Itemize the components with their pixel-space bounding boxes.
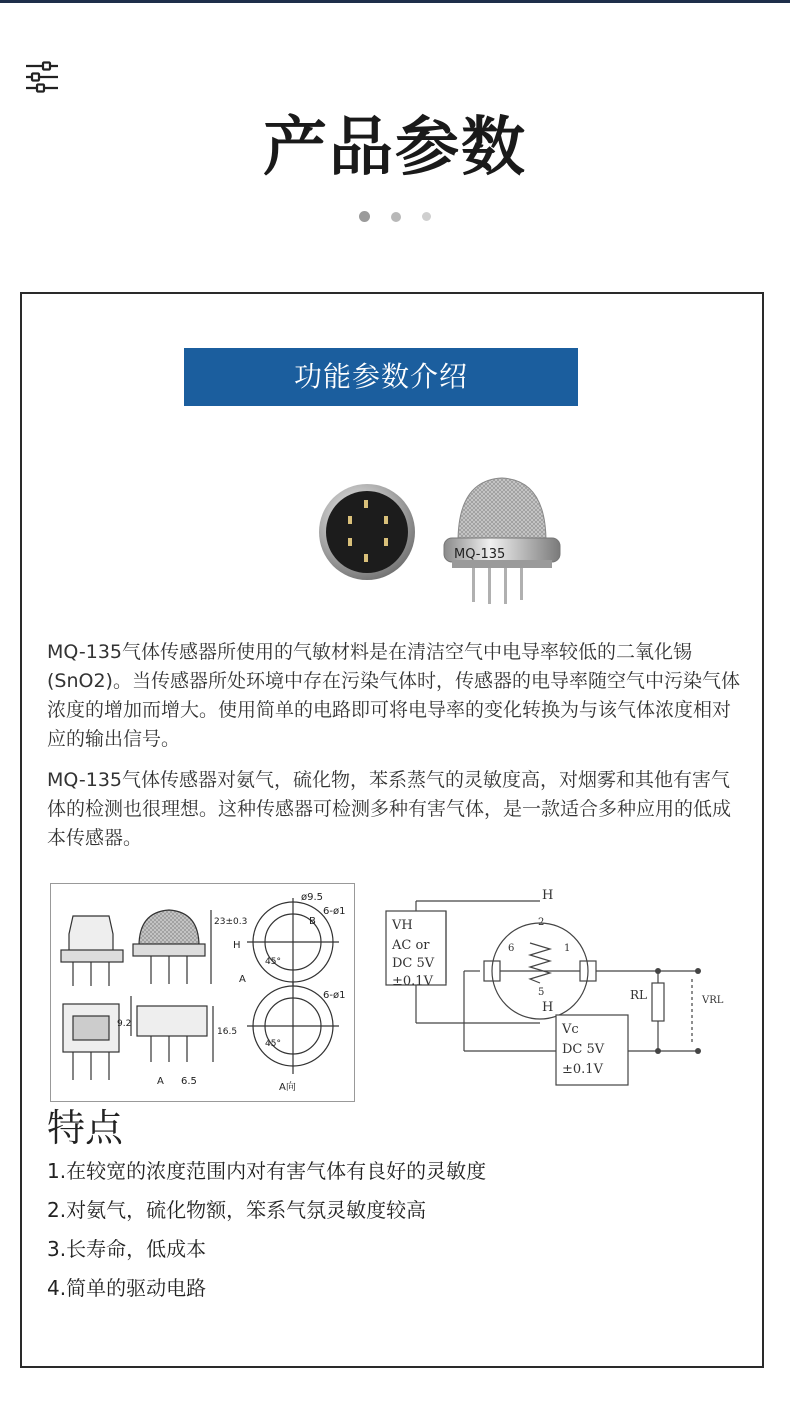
dim-pins-bottom: 6-ø1 xyxy=(323,990,346,1001)
dim-height-body: 9.2 xyxy=(117,1019,132,1029)
pin-1-label: 1 xyxy=(564,943,571,954)
rl-label: RL xyxy=(630,988,648,1002)
vh-line3: ±0.1V xyxy=(392,974,433,989)
heater-h-top: H xyxy=(542,888,554,903)
sensor-model-label: MQ-135 xyxy=(454,547,506,562)
pin-2-label: 2 xyxy=(538,917,545,928)
dim-pin-a: A xyxy=(239,974,246,985)
dim-width-base: 6.5 xyxy=(181,1076,197,1087)
pagination-dot-2[interactable] xyxy=(391,212,401,222)
top-bar xyxy=(0,0,790,3)
dimension-diagram xyxy=(50,883,355,1102)
section-banner: 功能参数介绍 xyxy=(184,348,578,406)
dim-pins-top: 6-ø1 xyxy=(323,906,346,917)
vc-line2: ±0.1V xyxy=(562,1062,603,1077)
heater-h-bottom: H xyxy=(542,1000,554,1015)
feature-item: 1.在较宽的浓度范围内对有害气体有良好的灵敏度 xyxy=(47,1159,487,1183)
pin-5-label: 5 xyxy=(538,987,545,998)
features-list xyxy=(47,1152,486,1308)
sensor-photo xyxy=(312,470,562,610)
dim-view-a: A向 xyxy=(279,1082,296,1093)
feature-item: 2.对氨气，硫化物额，笨系气氛灵敏度较高 xyxy=(47,1198,427,1222)
pagination-dots xyxy=(0,206,790,225)
vc-line1: DC 5V xyxy=(562,1042,605,1057)
dim-height-pin: 16.5 xyxy=(217,1027,238,1037)
feature-item: 4.简单的驱动电路 xyxy=(47,1276,207,1300)
dim-pin-b: B xyxy=(309,916,316,927)
vh-label: VH xyxy=(392,918,413,933)
dim-height-total: 23±0.3 xyxy=(214,917,248,927)
dim-pin-h: H xyxy=(233,940,241,951)
dim-angle-top: 45° xyxy=(265,957,281,967)
vrl-label: VRL xyxy=(702,995,724,1006)
description-paragraph-2: MQ-135气体传感器对氨气，硫化物，苯系蒸气的灵敏度高，对烟雾和其他有害气体的检测也很理想。这种传感器可检测多种有害气体，是一款适合多种应用的低成本传感器。 xyxy=(47,769,732,849)
description-paragraph-1: MQ-135气体传感器所使用的气敏材料是在清洁空气中电导率较低的二氧化锡(SnO2)。当传感器所处环境中存在污染气体时，传感器的电导率随空气中污染气体浓度的增加而增大。使用简单的电路即可将电导率的变化转换为与该气体浓度相对应的输出信号。 xyxy=(47,641,740,750)
dim-arrow-a: A xyxy=(157,1076,164,1087)
pagination-dot-1[interactable] xyxy=(359,211,370,222)
dim-diameter: ø9.5 xyxy=(301,892,324,903)
features-title: 特点 xyxy=(47,1106,124,1150)
vc-label: Vc xyxy=(562,1022,579,1037)
pagination-dot-3[interactable] xyxy=(422,212,431,221)
page-title: 产品参数 xyxy=(263,111,527,185)
feature-item: 3.长寿命，低成本 xyxy=(47,1237,207,1261)
vh-line2: DC 5V xyxy=(392,956,435,971)
pin-6-label: 6 xyxy=(508,943,515,954)
circuit-diagram xyxy=(380,883,724,1093)
filter-settings-icon[interactable] xyxy=(24,60,60,94)
vh-line1: AC or xyxy=(392,938,430,953)
dim-angle-bottom: 45° xyxy=(265,1039,281,1049)
